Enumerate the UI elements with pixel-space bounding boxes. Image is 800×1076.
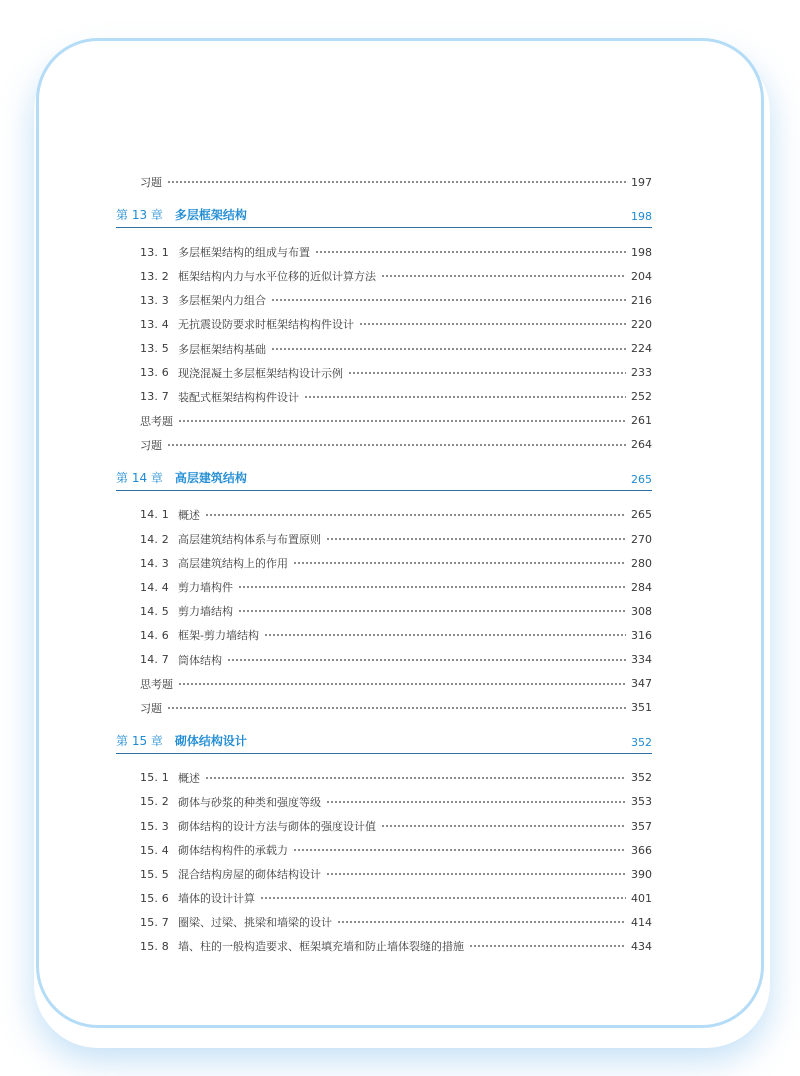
entry-page-number: 352 xyxy=(631,771,652,785)
chapter-title: 高层建筑结构 xyxy=(174,470,247,485)
chapter-page-number: 352 xyxy=(631,735,652,749)
section-number: 14. 5 xyxy=(140,604,169,618)
dot-leader xyxy=(337,921,626,923)
entry-page-number: 270 xyxy=(631,532,652,546)
entry-page-number: 233 xyxy=(631,366,652,380)
section-number: 13. 2 xyxy=(140,269,169,283)
section-entry[interactable] xyxy=(116,648,652,672)
entry-title: 多层框架结构基础 xyxy=(178,342,266,356)
section-entry[interactable] xyxy=(116,910,652,934)
section-number: 15. 1 xyxy=(140,771,169,785)
dot-leader xyxy=(348,372,626,374)
dot-leader xyxy=(167,444,626,446)
exercise-entry[interactable] xyxy=(116,672,652,696)
dot-leader xyxy=(238,610,626,612)
section-entry[interactable] xyxy=(116,814,652,838)
entry-page-number: 353 xyxy=(631,795,652,809)
chapter-number: 第 15 章 xyxy=(116,733,163,748)
section-entry[interactable] xyxy=(116,336,652,360)
entry-page-number: 224 xyxy=(631,342,652,356)
section-number: 14. 4 xyxy=(140,580,169,594)
dot-leader xyxy=(178,683,626,685)
entry-title: 习题 xyxy=(140,438,162,452)
section-entry[interactable] xyxy=(116,766,652,790)
dot-leader xyxy=(271,348,626,350)
section-entry[interactable] xyxy=(116,934,652,958)
entry-page-number: 265 xyxy=(631,508,652,522)
section-entry[interactable] xyxy=(116,240,652,264)
dot-leader xyxy=(167,707,626,709)
section-entry[interactable] xyxy=(116,264,652,288)
chapter-page-number: 198 xyxy=(631,210,652,224)
entry-title: 高层建筑结构上的作用 xyxy=(178,557,288,571)
chapter-title: 砌体结构设计 xyxy=(174,733,247,748)
entry-title: 墙体的设计计算 xyxy=(178,892,255,906)
entry-title: 习题 xyxy=(140,701,162,715)
section-number: 13. 6 xyxy=(140,366,169,380)
exercise-entry[interactable] xyxy=(116,433,652,457)
entry-page-number: 308 xyxy=(631,604,652,618)
section-entry[interactable] xyxy=(116,503,652,527)
entry-title: 思考题 xyxy=(140,677,173,691)
entry-title: 混合结构房屋的砌体结构设计 xyxy=(178,868,321,882)
entry-page-number: 204 xyxy=(631,269,652,283)
dot-leader xyxy=(359,323,626,325)
entry-title: 筒体结构 xyxy=(178,653,222,667)
entry-title: 多层框架内力组合 xyxy=(178,294,266,308)
section-number: 14. 2 xyxy=(140,532,169,546)
section-number: 14. 6 xyxy=(140,628,169,642)
entry-page-number: 264 xyxy=(631,438,652,452)
entry-page-number: 216 xyxy=(631,293,652,307)
entry-page-number: 357 xyxy=(631,819,652,833)
section-number: 15. 4 xyxy=(140,843,169,857)
dot-leader xyxy=(227,659,626,661)
entry-page-number: 252 xyxy=(631,390,652,404)
entry-page-number: 284 xyxy=(631,580,652,594)
dot-leader xyxy=(205,514,626,516)
section-number: 13. 5 xyxy=(140,342,169,356)
section-number: 13. 4 xyxy=(140,317,169,331)
entry-page-number: 366 xyxy=(631,843,652,857)
entry-page-number: 197 xyxy=(631,175,652,189)
section-entry[interactable] xyxy=(116,312,652,336)
section-number: 14. 1 xyxy=(140,508,169,522)
chapter-heading[interactable] xyxy=(116,204,652,228)
chapter-page-number: 265 xyxy=(631,472,652,486)
section-entry[interactable] xyxy=(116,361,652,385)
dot-leader xyxy=(326,538,626,540)
section-number: 13. 3 xyxy=(140,293,169,307)
section-entry[interactable] xyxy=(116,575,652,599)
section-entry[interactable] xyxy=(116,288,652,312)
chapter-number: 第 13 章 xyxy=(116,208,163,223)
section-number: 14. 3 xyxy=(140,556,169,570)
entry-title: 框架结构内力与水平位移的近似计算方法 xyxy=(178,270,376,284)
entry-title: 框架-剪力墙结构 xyxy=(178,629,259,643)
entry-title: 剪力墙结构 xyxy=(178,605,233,619)
entry-page-number: 334 xyxy=(631,653,652,667)
dot-leader xyxy=(260,897,626,899)
section-entry[interactable] xyxy=(116,385,652,409)
dot-leader xyxy=(381,275,626,277)
entry-page-number: 434 xyxy=(631,939,652,953)
exercise-entry[interactable] xyxy=(116,409,652,433)
entry-page-number: 316 xyxy=(631,628,652,642)
section-number: 15. 3 xyxy=(140,819,169,833)
dot-leader xyxy=(326,873,626,875)
section-number: 14. 7 xyxy=(140,653,169,667)
section-entry[interactable] xyxy=(116,623,652,647)
entry-title: 概述 xyxy=(178,508,200,522)
entry-title: 砌体与砂浆的种类和强度等级 xyxy=(178,795,321,809)
section-number: 15. 5 xyxy=(140,867,169,881)
chapter-heading[interactable] xyxy=(116,467,652,491)
entry-title: 现浇混凝土多层框架结构设计示例 xyxy=(178,366,343,380)
dot-leader xyxy=(469,945,626,947)
table-of-contents xyxy=(116,170,652,959)
section-number: 13. 1 xyxy=(140,245,169,259)
dot-leader xyxy=(315,251,626,253)
exercise-entry[interactable] xyxy=(116,696,652,720)
entry-title: 高层建筑结构体系与布置原则 xyxy=(178,533,321,547)
section-number: 15. 7 xyxy=(140,915,169,929)
section-number: 15. 8 xyxy=(140,939,169,953)
chapter-title: 多层框架结构 xyxy=(174,208,247,223)
entry-title: 圈梁、过梁、挑梁和墙梁的设计 xyxy=(178,916,332,930)
dot-leader xyxy=(167,181,626,183)
entry-title: 概述 xyxy=(178,771,200,785)
chapter-number: 第 14 章 xyxy=(116,470,163,485)
dot-leader xyxy=(271,299,626,301)
entry-title: 装配式框架结构构件设计 xyxy=(178,390,299,404)
entry-title: 思考题 xyxy=(140,414,173,428)
entry-title: 剪力墙构件 xyxy=(178,581,233,595)
section-entry[interactable] xyxy=(116,790,652,814)
entry-page-number: 280 xyxy=(631,556,652,570)
section-entry[interactable] xyxy=(116,527,652,551)
entry-page-number: 261 xyxy=(631,414,652,428)
entry-title: 砌体结构的设计方法与砌体的强度设计值 xyxy=(178,820,376,834)
dot-leader xyxy=(264,634,626,636)
entry-title: 砌体结构构件的承载力 xyxy=(178,844,288,858)
dot-leader xyxy=(381,825,626,827)
section-entry[interactable] xyxy=(116,886,652,910)
entry-title: 无抗震设防要求时框架结构构件设计 xyxy=(178,318,354,332)
entry-page-number: 351 xyxy=(631,701,652,715)
section-entry[interactable] xyxy=(116,838,652,862)
entry-page-number: 198 xyxy=(631,245,652,259)
section-number: 15. 2 xyxy=(140,795,169,809)
section-entry[interactable] xyxy=(116,551,652,575)
dot-leader xyxy=(293,849,626,851)
section-entry[interactable] xyxy=(116,862,652,886)
dot-leader xyxy=(304,396,626,398)
entry-page-number: 414 xyxy=(631,915,652,929)
chapter-heading[interactable] xyxy=(116,730,652,754)
section-number: 15. 6 xyxy=(140,891,169,905)
entry-page-number: 390 xyxy=(631,867,652,881)
dot-leader xyxy=(178,420,626,422)
exercise-entry[interactable] xyxy=(116,170,652,194)
entry-page-number: 220 xyxy=(631,317,652,331)
dot-leader xyxy=(293,562,626,564)
dot-leader xyxy=(205,777,626,779)
entry-title: 习题 xyxy=(140,176,162,190)
dot-leader xyxy=(326,801,626,803)
entry-page-number: 401 xyxy=(631,891,652,905)
entry-title: 墙、柱的一般构造要求、框架填充墙和防止墙体裂缝的措施 xyxy=(178,940,464,954)
section-number: 13. 7 xyxy=(140,390,169,404)
dot-leader xyxy=(238,586,626,588)
entry-title: 多层框架结构的组成与布置 xyxy=(178,246,310,260)
section-entry[interactable] xyxy=(116,599,652,623)
entry-page-number: 347 xyxy=(631,677,652,691)
